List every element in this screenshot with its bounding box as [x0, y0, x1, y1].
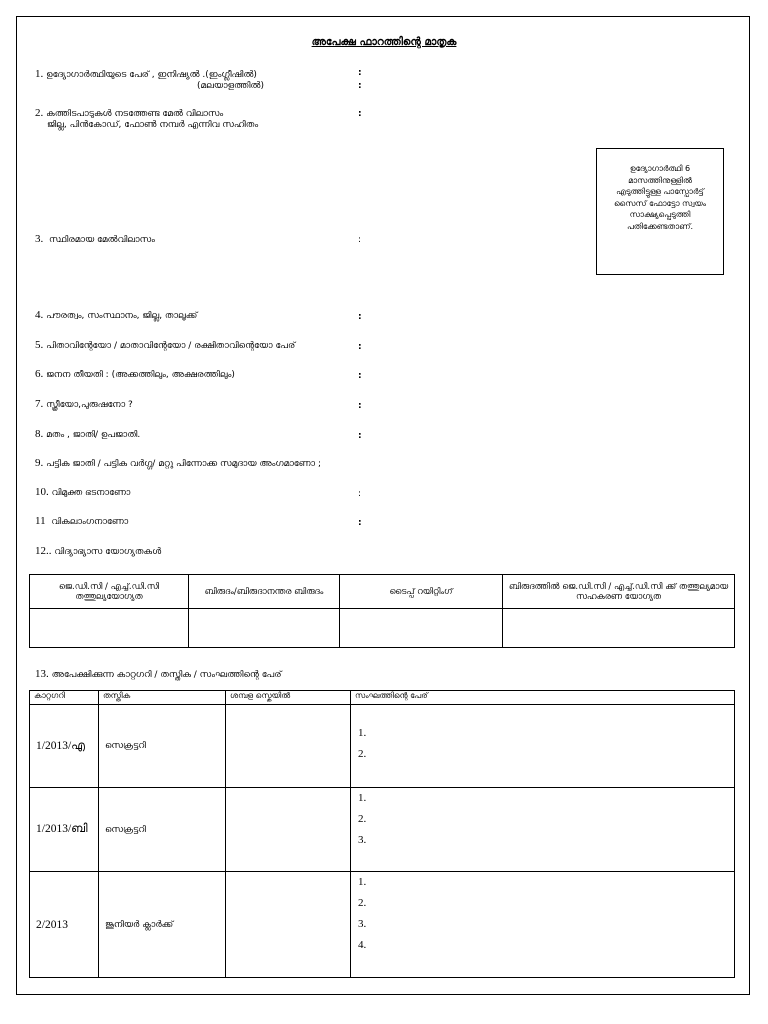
posts-table	[29, 690, 735, 978]
item-disabled: 11 വികലാംഗനാണോ	[35, 515, 129, 527]
post-cell: ജൂനിയർ ക്ലാർക്ക്	[99, 872, 226, 978]
post-cell: സെക്രട്ടറി	[99, 705, 226, 788]
colon: :	[358, 342, 362, 352]
table-header: ടൈപ്പ് റയിറ്റിംഗ്	[340, 575, 503, 609]
society-name-cell[interactable]	[351, 705, 735, 788]
colon: :	[358, 518, 362, 528]
colon: :	[358, 371, 362, 381]
pay-scale-cell[interactable]	[226, 788, 351, 872]
list-number: 3.	[358, 918, 367, 930]
colon: :	[358, 312, 362, 322]
item-address-line: 2. കത്തിടപാടുകൾ നടത്തേണ്ട മേൽ വിലാസം	[35, 107, 224, 119]
table-header-row	[30, 691, 735, 705]
list-number: 3.	[358, 834, 367, 846]
table-cell[interactable]	[340, 609, 503, 648]
form-title: അപേക്ഷ ഫാറത്തിന്റെ മാതൃക	[311, 36, 457, 48]
category-cell: 1/2013/എ	[30, 705, 99, 788]
table-header: സംഘത്തിന്റെ പേര്	[351, 691, 735, 705]
list-number: 2.	[358, 897, 367, 909]
pay-scale-cell[interactable]	[226, 705, 351, 788]
item-reserved-category: 9. പട്ടിക ജാതി / പട്ടിക വർഗ്ഗ/ മറ്റു പിന്നോക്ക സമുദായ അംഗമാണോ ;	[35, 457, 322, 469]
item-gender: 7. സ്ത്രീയോ,പുരുഷനോ ?	[35, 398, 133, 410]
item-dob: 6. ജനന തീയതി : (അക്കത്തിലും, അക്ഷരത്തിലും)	[35, 368, 235, 380]
list-number: 1.	[358, 792, 367, 804]
table-cell[interactable]	[189, 609, 340, 648]
category-cell: 1/2013/ബി	[30, 788, 99, 872]
qualifications-table	[29, 574, 735, 648]
table-header-row	[30, 575, 735, 609]
item-name-line: 1. ഉദ്യോഗാർത്ഥിയുടെ പേര് , ഇനിഷ്യൽ .(ഇംഗ്ലീഷിൽ)	[35, 68, 257, 80]
list-number: 1.	[358, 727, 367, 739]
item-religion-caste: 8. മതം , ജാതി/ ഉപജാതി.	[35, 428, 141, 440]
table-header: തസ്തിക	[99, 691, 226, 705]
list-number: 1.	[358, 876, 367, 888]
colon: :	[358, 109, 362, 119]
table-header: ജെ.ഡി.സി / എച്ച്.ഡി.സി തത്തുല്യയോഗ്യത	[30, 575, 189, 609]
item-category-post: 13. അപേക്ഷിക്കുന്ന കാറ്റഗറി / തസ്തിക / സംഘത്തിന്റെ പേര്	[35, 668, 282, 680]
item-ex-serviceman: 10. വിമുക്ത ഭടനാണോ	[35, 486, 131, 498]
item-address-sub: ജില്ല, പിൻകോഡ്, ഫോൺ നമ്പർ എന്നിവ സഹിതം	[47, 120, 259, 130]
item-name-sub: (മലയാളത്തിൽ)	[197, 81, 264, 91]
colon: :	[358, 489, 362, 499]
colon: :	[358, 235, 362, 245]
category-cell: 2/2013	[30, 872, 99, 978]
colon: :	[358, 81, 362, 91]
colon: :	[358, 401, 362, 411]
colon: :	[358, 431, 362, 441]
item-citizenship: 4. പൗരത്വം, സംസ്ഥാനം, ജില്ല, താലൂക്ക്	[35, 309, 198, 321]
list-number: 4.	[358, 939, 367, 951]
list-number: 2.	[358, 813, 367, 825]
list-number: 2.	[358, 748, 367, 760]
society-name-cell[interactable]	[351, 788, 735, 872]
table-cell[interactable]	[30, 609, 189, 648]
pay-scale-cell[interactable]	[226, 872, 351, 978]
table-header: ബിരുദം/ബിരുദാനന്തര ബിരുദം	[189, 575, 340, 609]
photo-placeholder: ഉദ്യോഗാർത്ഥി 6 മാസത്തിനുള്ളിൽ എടുത്തിട്ടുള്ള പാസ്പോർട്ട് സൈസ് ഫോട്ടോ സ്വയം സാക്ഷ്യപ്പെടുത്തി പതിക്കേണ്ടതാണ്.	[596, 148, 724, 275]
table-cell[interactable]	[503, 609, 735, 648]
table-header: കാറ്റഗറി	[30, 691, 99, 705]
item-parent-name: 5. പിതാവിന്റേയോ / മാതാവിന്റേയോ / രക്ഷിതാവിന്റെയോ പേര്	[35, 339, 296, 351]
table-row	[30, 788, 735, 872]
table-row	[30, 872, 735, 978]
table-header: ബിരുദത്തിൽ ജെ.ഡി.സി / എച്ച്.ഡി.സി ക്ക് തത്തുല്യമായ സഹകരണ യോഗ്യത	[503, 575, 735, 609]
item-education: 12.. വിദ്യാഭ്യാസ യോഗ്യതകൾ	[35, 545, 162, 557]
table-row	[30, 705, 735, 788]
item-permanent-address: 3. സ്ഥിരമായ മേൽവിലാസം	[35, 233, 155, 245]
table-header: ശമ്പള സ്കെയിൽ	[226, 691, 351, 705]
post-cell: സെക്രട്ടറി	[99, 788, 226, 872]
table-row	[30, 609, 735, 648]
colon: :	[358, 68, 362, 78]
society-name-cell[interactable]	[351, 872, 735, 978]
